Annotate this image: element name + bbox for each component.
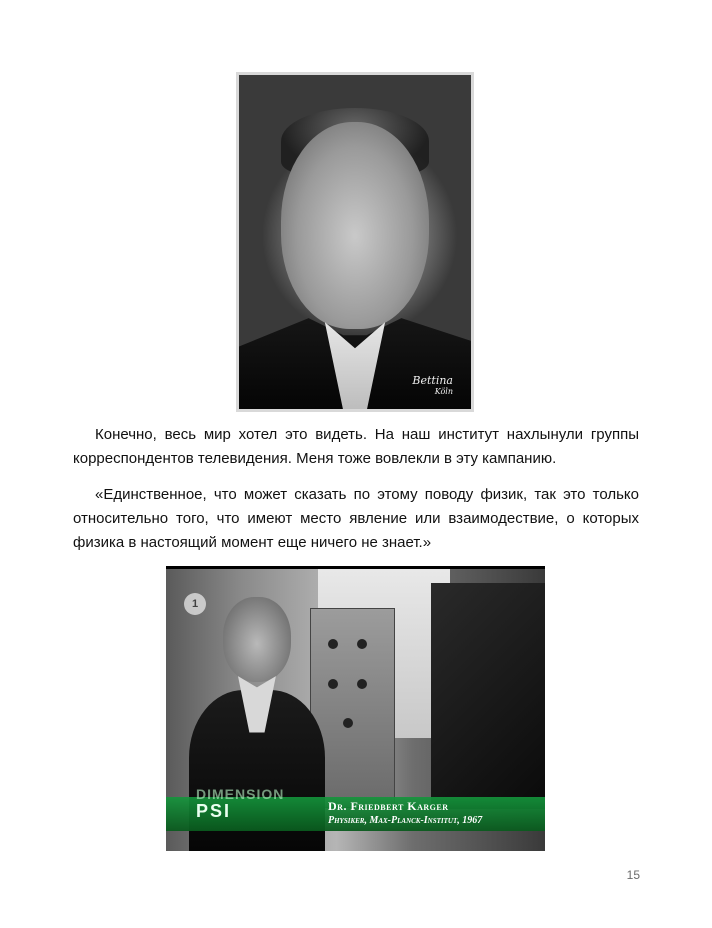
panel-knob xyxy=(343,718,353,728)
page-number: 15 xyxy=(626,868,640,882)
program-brand xyxy=(196,787,284,821)
photographer-signature xyxy=(412,375,453,397)
panel-knob xyxy=(328,639,338,649)
scene-person-head xyxy=(223,597,291,682)
signature-line2: Köln xyxy=(434,387,453,396)
tv-still-scene xyxy=(166,569,545,851)
paragraph-1: Конечно, весь мир хотел это видеть. На наш институт нахлынули группы корреспондентов телевидения. Меня тоже вовлекли в эту кампанию. xyxy=(73,426,639,467)
signature-line1: Bettina xyxy=(412,374,453,387)
portrait-photo xyxy=(236,72,474,412)
caption-title: Physiker, Max-Planck-Institut, 1967 xyxy=(328,815,483,826)
portrait-head xyxy=(281,122,429,329)
panel-knob xyxy=(357,639,367,649)
channel-logo: 1 xyxy=(184,593,206,615)
portrait-image xyxy=(239,75,471,409)
scene-machine xyxy=(431,583,545,809)
tv-still-photo xyxy=(166,566,545,851)
paragraph-2: «Единственное, что может сказать по этому поводу физик, так это только относительно того, что имеют место явление или взаимодествие, о которых физика в настоящий момент еще ничего не знает.» xyxy=(73,486,639,551)
panel-knob xyxy=(328,679,338,689)
caption-name: Dr. Friedbert Karger xyxy=(328,799,449,813)
lower-third-caption xyxy=(328,799,482,828)
brand-line2: PSI xyxy=(196,801,232,821)
brand-line1: DIMENSION xyxy=(196,786,285,802)
panel-knob xyxy=(357,679,367,689)
